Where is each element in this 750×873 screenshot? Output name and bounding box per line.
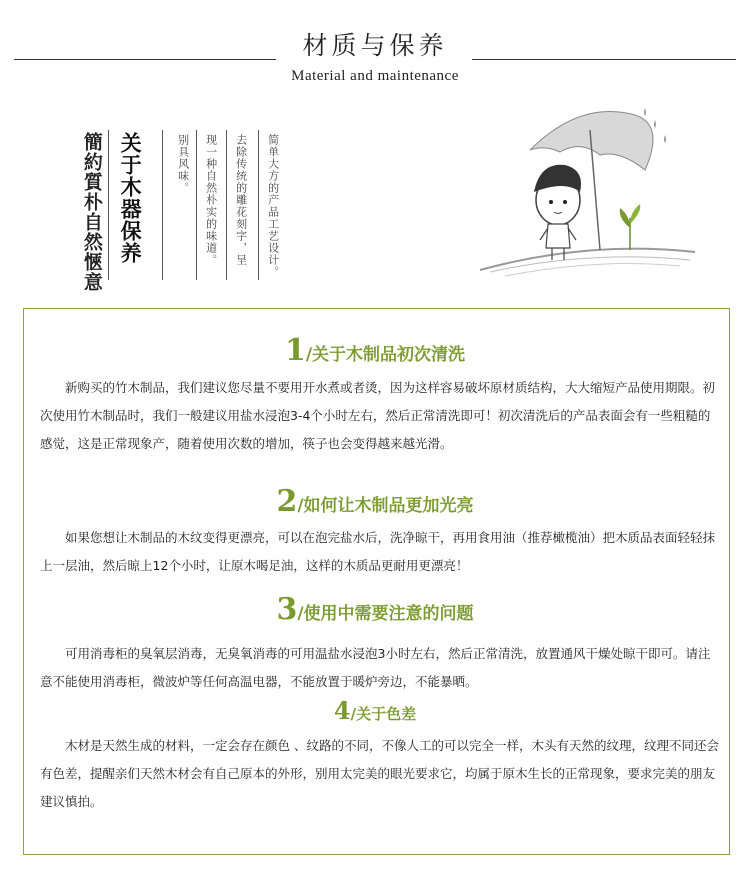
section-2-title (0, 484, 750, 519)
page-title: 材质与保养 (302, 31, 448, 60)
section-4-body: 木材是天然生成的材料，一定会存在颜色 、纹路的不同，不像人工的可以完全一样，木头有天然的纹理，纹理不同还会有色差，提醒亲们天然木材会有自己原本的外形，别用太完美的眼光要求它，均属于原木生长的正常现象，要求完美的朋友 建议慎拍。 (40, 738, 719, 809)
section-2-heading: /如何让木制品更加光亮 (297, 496, 474, 516)
section-1-heading: /关于木制品初次清洗 (305, 345, 466, 365)
section-2-number: 2 (276, 484, 298, 519)
section-4-title (0, 696, 750, 725)
heading-divider (162, 130, 163, 280)
care-heading: 关于木器保养 (118, 132, 144, 264)
section-4-heading: /关于色差 (350, 705, 417, 723)
column-divider-2 (226, 130, 227, 280)
section-1-number: 1 (284, 333, 306, 368)
section-3-body: 可用消毒柜的臭氧层消毒，无臭氧消毒的可用温盐水浸泡3小时左右，然后正常清洗，放置通风干燥处晾干即可。请注意不能使用消毒柜，微波炉等任何高温电器，不能放置于暖炉旁边，不能暴晒。 (40, 646, 711, 689)
section-1-body: 新购买的竹木制品，我们建议您尽量不要用开水煮或者烫，因为这样容易破坏原材质结构，大大缩短产品使用期限。初次使用竹木制品时，我们一般建议用盐水浸泡3-4个小时左右，然后正常清洗即可！初次清洗后的产品表面会有一些粗糙的感觉，这是正常现象产，随着使用次数的增加，筷子也会变得越来越光滑。 (40, 380, 716, 451)
section-3-title (0, 592, 750, 627)
intro-column-3: 现一种自然朴实的味道。 (204, 134, 218, 266)
intro-column-4: 别具风味。 (176, 134, 190, 194)
section-2-body: 如果您想让木制品的木纹变得更漂亮，可以在泡完盐水后，洗净晾干，再用食用油（推荐橄榄油）把木质品表面轻轻抹上一层油，然后晾上12个小时，让原木喝足油，这样的木质品更耐用更漂亮！ (40, 530, 716, 573)
motto: 簡約質朴自然愜意 (80, 132, 103, 292)
column-divider-1 (258, 130, 259, 280)
column-divider-3 (196, 130, 197, 280)
intro-column-1: 简单大方的产品工艺设计。 (266, 134, 280, 278)
section-3-heading: /使用中需要注意的问题 (297, 604, 474, 624)
intro-column-2: 去除传统的雕花刻字，呈 (234, 134, 248, 266)
section-1-title (0, 333, 750, 368)
section-4-number: 4 (333, 696, 351, 725)
umbrella-child-illustration (470, 100, 700, 280)
page-subtitle: Material and maintenance (291, 68, 459, 84)
motto-divider (108, 130, 109, 280)
section-3-number: 3 (276, 592, 298, 627)
